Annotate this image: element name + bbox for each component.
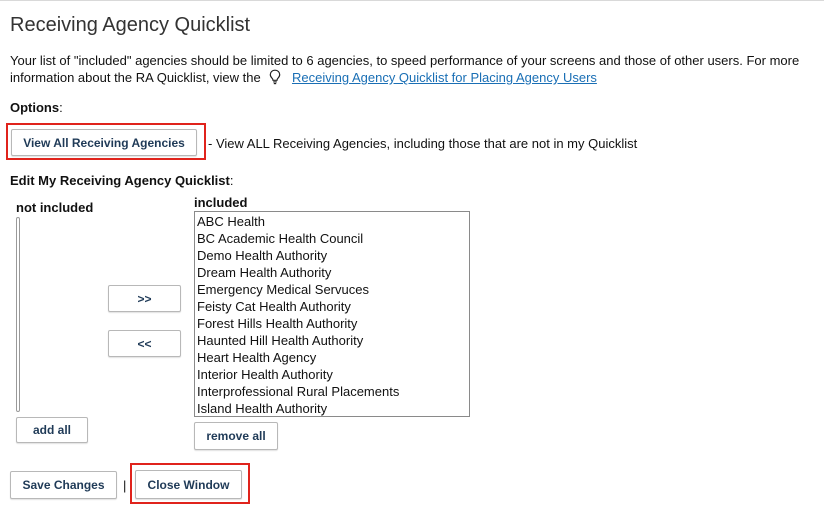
lightbulb-icon [268,69,282,85]
edit-quicklist-label-text: Edit My Receiving Agency Quicklist [10,173,230,188]
included-item[interactable]: Haunted Hill Health Authority [197,333,364,348]
close-window-button[interactable]: Close Window [135,470,242,499]
included-label: included [194,195,248,210]
options-label-colon: : [59,100,63,115]
options-label-text: Options [10,100,60,115]
page-title: Receiving Agency Quicklist [10,14,251,36]
included-item[interactable]: Demo Health Authority [197,248,328,263]
move-right-button[interactable]: >> [108,285,181,312]
included-item[interactable]: Emergency Medical Servuces [197,282,369,297]
not-included-label: not included [16,200,94,215]
included-item[interactable]: Island Health Authority [197,401,328,416]
view-all-description: - View ALL Receiving Agencies, including those that are not in my Quicklist [208,136,638,151]
included-item[interactable]: Interprofessional Rural Placements [197,384,400,399]
save-changes-button[interactable]: Save Changes [10,471,117,499]
view-all-receiving-agencies-button[interactable]: View All Receiving Agencies [11,129,197,156]
remove-all-button[interactable]: remove all [194,422,278,450]
intro-text [10,52,816,86]
move-left-button[interactable]: << [108,330,181,357]
included-item[interactable]: Interior Health Authority [197,367,333,382]
edit-quicklist-label [10,173,233,188]
included-item[interactable]: Forest Hills Health Authority [197,316,358,331]
included-item[interactable]: BC Academic Health Council [197,231,364,246]
intro-text-body: Your list of "included" agencies should be limited to 6 agencies, to speed performance of your screens and those of other users. For more information about the RA Quicklist, view the [10,53,800,85]
included-item[interactable]: ABC Health [197,214,265,229]
top-border [0,0,824,1]
included-item[interactable]: Dream Health Authority [197,265,332,280]
button-separator: | [123,478,127,493]
help-link[interactable]: Receiving Agency Quicklist for Placing Agency Users [291,70,597,85]
included-item[interactable]: Heart Health Agency [197,350,317,365]
included-listbox[interactable] [194,211,470,417]
add-all-button[interactable]: add all [16,417,88,443]
options-label [10,100,63,115]
edit-quicklist-label-colon: : [229,173,234,188]
not-included-listbox[interactable] [16,217,20,412]
included-item[interactable]: Feisty Cat Health Authority [197,299,351,314]
